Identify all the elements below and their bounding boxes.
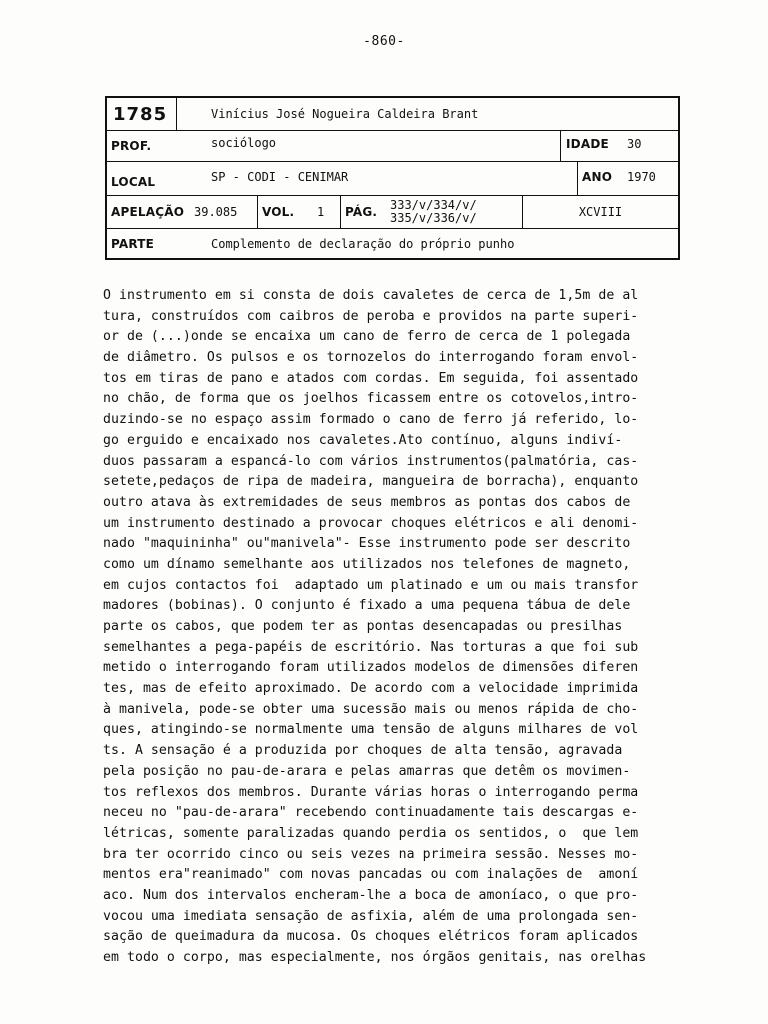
body-line: duzindo-se no espaço assim formado o cano de ferro já referido, lo- [103, 412, 639, 428]
body-line: neceu no "pau-de-arara" recebendo continuadamente tais descargas e- [103, 805, 639, 821]
record-row-parte [107, 229, 678, 258]
body-line: setete,pedaços de ripa de madeira, mangueira de borracha), enquanto [103, 474, 639, 490]
record-row-name [107, 98, 678, 131]
apelacao-value: 39.085 [194, 205, 238, 219]
record-row-local [107, 162, 678, 196]
ano-value: 1970 [627, 170, 656, 184]
prof-value: sociólogo [211, 136, 277, 150]
body-line: ques, atingindo-se normalmente uma tensão de alguns milhares de vol [103, 722, 639, 738]
body-line: létricas, somente paralizadas quando perdia os sentidos, o que lem [103, 825, 639, 841]
vol-value: 1 [317, 205, 325, 219]
body-line: sação de queimadura da mucosa. Os choques elétricos foram aplicados [103, 929, 639, 945]
parte-label: PARTE [111, 236, 155, 251]
body-line: à manivela, pode-se obter uma sucessão mais ou menos rápida de cho- [103, 701, 639, 717]
body-line: tes, mas de efeito aproximado. De acordo com a velocidade imprimida [103, 681, 639, 697]
body-line: mentos era"reanimado" com novas pancadas ou com inalações de amoní [103, 867, 639, 883]
body-line: tura, construídos com caibros de peroba e providos na parte superi- [103, 308, 639, 324]
vol-label: VOL. [262, 205, 295, 219]
body-line: no chão, de forma que os joelhos ficassem entre os cotovelos,intro- [103, 391, 639, 407]
body-line: or de (...)onde se encaixa um cano de ferro de cerca de 1 polegada [103, 329, 631, 345]
pag-value-line2: 335/v/336/v/ [390, 211, 477, 225]
body-line: em cujos contactos foi adaptado um platinado e um ou mais transfor [103, 577, 639, 593]
body-line: tos reflexos dos membros. Durante várias horas o interrogando perma [103, 784, 639, 800]
body-line: um instrumento destinado a provocar choques elétricos e ali denomi- [103, 515, 639, 531]
body-text [103, 286, 703, 969]
page-number: -860- [363, 34, 405, 49]
body-line: ts. A sensação é a produzida por choques de alta tensão, agravada [103, 743, 623, 759]
body-line: semelhantes a pega-papéis de escritório. Nas torturas a que foi sub [103, 639, 639, 655]
body-line: outro atava às extremidades de seus membros as pontas dos cabos de [103, 494, 631, 510]
body-line: metido o interrogando foram utilizados modelos de dimensões diferen [103, 660, 639, 676]
body-line: O instrumento em si consta de dois cavaletes de cerca de 1,5m de al [103, 288, 639, 303]
body-line: parte os cabos, que podem ter as pontas desencapadas ou presilhas [103, 619, 623, 634]
pag-label: PÁG. [345, 205, 378, 219]
body-line: em todo o corpo, mas especialmente, nos órgãos genitais, nas orelhas [103, 950, 647, 965]
idade-label: IDADE [566, 137, 609, 151]
pag-value-line1: 333/v/334/v/ [390, 198, 477, 212]
local-value: SP - CODI - CENIMAR [211, 170, 349, 184]
record-header-table [105, 96, 680, 260]
body-line: tos em tiras de pano e atados com cordas. Em seguida, foi assentado [103, 370, 639, 386]
person-name: Vinícius José Nogueira Caldeira Brant [211, 107, 479, 121]
body-line: nado "maquininha" ou"manivela"- Esse instrumento pode ser descrito [103, 536, 631, 552]
idade-value: 30 [627, 137, 642, 151]
body-line: duos passaram a espancá-lo com vários instrumentos(palmatória, cas- [103, 453, 639, 469]
body-line: madores (bobinas). O conjunto é fixado a uma pequena tábua de dele [103, 598, 631, 614]
body-line: go erguido e encaixado nos cavaletes.Ato contínuo, alguns indiví- [103, 432, 623, 448]
record-row-prof [107, 131, 678, 162]
body-line: como um dínamo semelhante aos utilizados nos telefones de magneto, [103, 556, 631, 572]
parte-value: Complemento de declaração do próprio punho [211, 236, 515, 251]
record-row-apelacao [107, 196, 678, 229]
record-number: 1785 [113, 103, 168, 125]
body-line: aco. Num dos intervalos encheram-lhe a boca de amoníaco, o que pro- [103, 887, 639, 903]
roman-value: XCVIII [578, 205, 623, 219]
prof-label: PROF. [111, 139, 152, 153]
ano-label: ANO [582, 170, 613, 184]
body-line: pela posição no pau-de-arara e pelas amarras que detêm os movimen- [103, 763, 631, 779]
body-line: vocou uma imediata sensação de asfixia, além de uma prolongada sen- [103, 908, 639, 924]
body-line: bra ter ocorrido cinco ou seis vezes na primeira sessão. Nesses mo- [103, 846, 639, 862]
body-line: de diâmetro. Os pulsos e os tornozelos do interrogando foram envol- [103, 350, 639, 366]
local-label: LOCAL [111, 175, 156, 189]
apelacao-label: APELAÇÃO [111, 205, 185, 219]
